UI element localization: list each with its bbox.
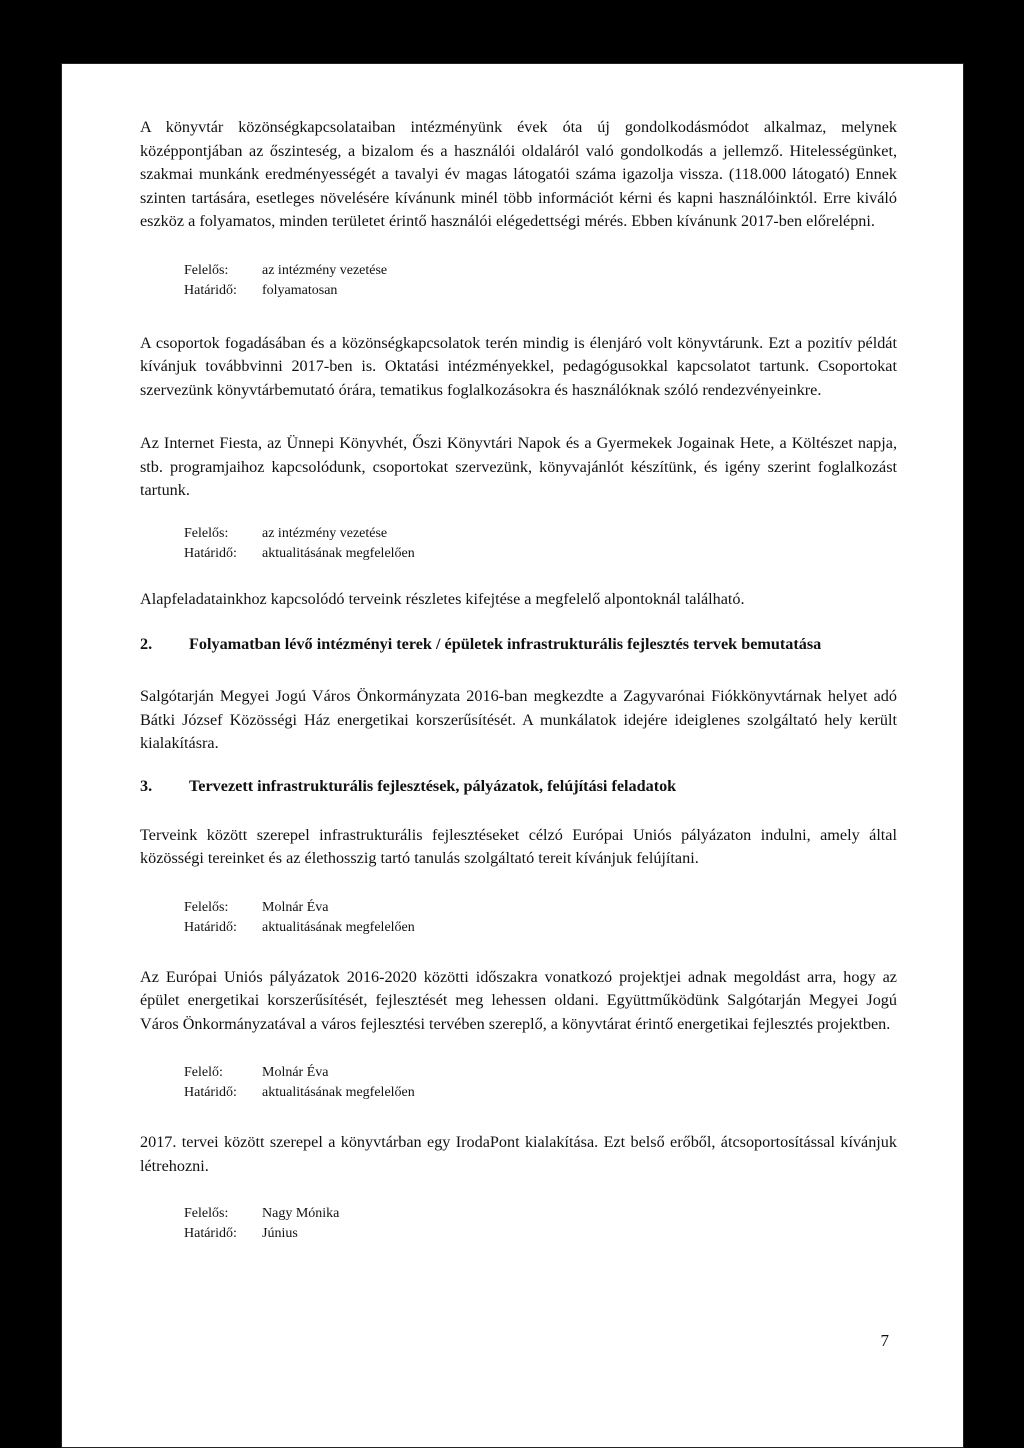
document-page	[61, 63, 964, 1448]
responsible-label: Felelős:	[184, 1206, 229, 1221]
paragraph: Alapfeladatainkhoz kapcsolódó terveink részletes kifejtése a megfelelő alpontoknál található.	[140, 589, 745, 608]
responsible-value: Nagy Mónika	[262, 1206, 340, 1221]
responsible-label: Felelős:	[184, 525, 229, 541]
responsibility-block	[184, 1204, 897, 1244]
section-heading	[140, 775, 897, 797]
responsible-value: az intézmény vezetése	[262, 262, 388, 278]
section-title: Tervezett infrastrukturális fejlesztések, pályázatok, felújítási feladatok	[189, 776, 677, 795]
responsible-value: Molnár Éva	[262, 1065, 329, 1080]
deadline-value: aktualitásának megfelelően	[262, 1085, 415, 1100]
responsible-label: Felelős:	[184, 262, 229, 278]
deadline-value: aktualitásának megfelelően	[262, 919, 415, 935]
responsibility-block	[184, 524, 897, 564]
responsible-value: Molnár Éva	[262, 899, 329, 915]
responsible-label: Felelős:	[184, 899, 229, 915]
paragraph: Terveink között szerepel infrastrukturális fejlesztéseket célzó Európai Uniós pályázaton indulni, amely által közösségi tereinket és az élethosszig tartó tanulás szolgáltató tereit kívánjuk felújítani.	[140, 825, 897, 867]
paragraph: Az Internet Fiesta, az Ünnepi Könyvhét, Őszi Könyvtári Napok és a Gyermekek Jogainak Hete, a Költészet napja, stb. programjaihoz kapcsolódunk, csoportokat szervezünk, könyvajánlót készítünk, és igény szerint foglalkozást tartunk.	[140, 434, 897, 499]
deadline-label: Határidő:	[184, 282, 237, 298]
paragraph: A könyvtár közönségkapcsolataiban intézményünk évek óta új gondolkodásmódot alkalmaz, melynek középpontjában az őszinteség, a bizalom és a használói oldaláról való gondolkodás a jellemző. Hitelességünket, szakmai munkánk eredményességét a tavalyi év magas látogatói száma igazolja vissza. (118.000 látogató) Ennek szinten tartására, esetleges növelésére kívánunk minél több információt kérni és kapni használóinktól. Erre kiváló eszköz a folyamatos, minden területet érintő használói elégedettségi mérés. Ebben kívánunk 2017-ben előrelépni.	[140, 118, 897, 230]
paragraph: Salgótarján Megyei Jogú Város Önkormányzata 2016-ban megkezdte a Zagyvarónai Fiókkönyvtárnak helyet adó Bátki József Közösségi Ház energetikai korszerűsítését. A munkálatok idejére ideiglenes szolgáltató hely került kialakításra.	[140, 687, 897, 752]
responsibility-block	[184, 1063, 897, 1103]
paragraph: 2017. tervei között szerepel a könyvtárban egy IrodaPont kialakítása. Ezt belső erőből, átcsoportosítással kívánjuk létrehozni.	[140, 1133, 897, 1175]
deadline-label: Határidő:	[184, 545, 237, 561]
responsibility-block	[184, 898, 897, 938]
responsible-value: az intézmény vezetése	[262, 525, 388, 541]
deadline-value: Június	[262, 1226, 298, 1241]
responsibility-block	[184, 261, 897, 301]
deadline-label: Határidő:	[184, 1226, 237, 1241]
section-number: 3.	[140, 776, 153, 795]
section-title: Folyamatban lévő intézményi terek / épületek infrastrukturális fejlesztés tervek bemutatása	[189, 635, 822, 653]
paragraph: A csoportok fogadásában és a közönségkapcsolatok terén mindig is élenjáró volt könyvtárunk. Ezt a pozitív példát kívánjuk továbbvinni 2017-ben is. Oktatási intézményekkel, pedagógusokkal kapcsolatot tartunk. Csoportokat szervezünk könyvtárbemutató órára, tematikus foglalkozásokra és használóknak szóló rendezvényeinkre.	[140, 333, 897, 399]
paragraph: Az Európai Uniós pályázatok 2016-2020 közötti időszakra vonatkozó projektjei adnak megoldást arra, hogy az épület energetikai korszerűsítését, fejlesztését meg lehessen oldani. Együttműködünk Salgótarján Megyei Jogú Város Önkormányzatával a város fejlesztési tervében szereplő, a könyvtárat érintő energetikai fejlesztés projektben.	[140, 967, 897, 1033]
page-number: 7	[880, 1331, 889, 1350]
deadline-label: Határidő:	[184, 1085, 237, 1100]
section-heading	[140, 633, 897, 655]
deadline-value: folyamatosan	[262, 282, 338, 298]
document-content	[140, 116, 897, 1244]
section-number: 2.	[140, 635, 153, 653]
deadline-value: aktualitásának megfelelően	[262, 545, 415, 561]
deadline-label: Határidő:	[184, 919, 237, 935]
responsible-label: Felelő:	[184, 1065, 223, 1080]
